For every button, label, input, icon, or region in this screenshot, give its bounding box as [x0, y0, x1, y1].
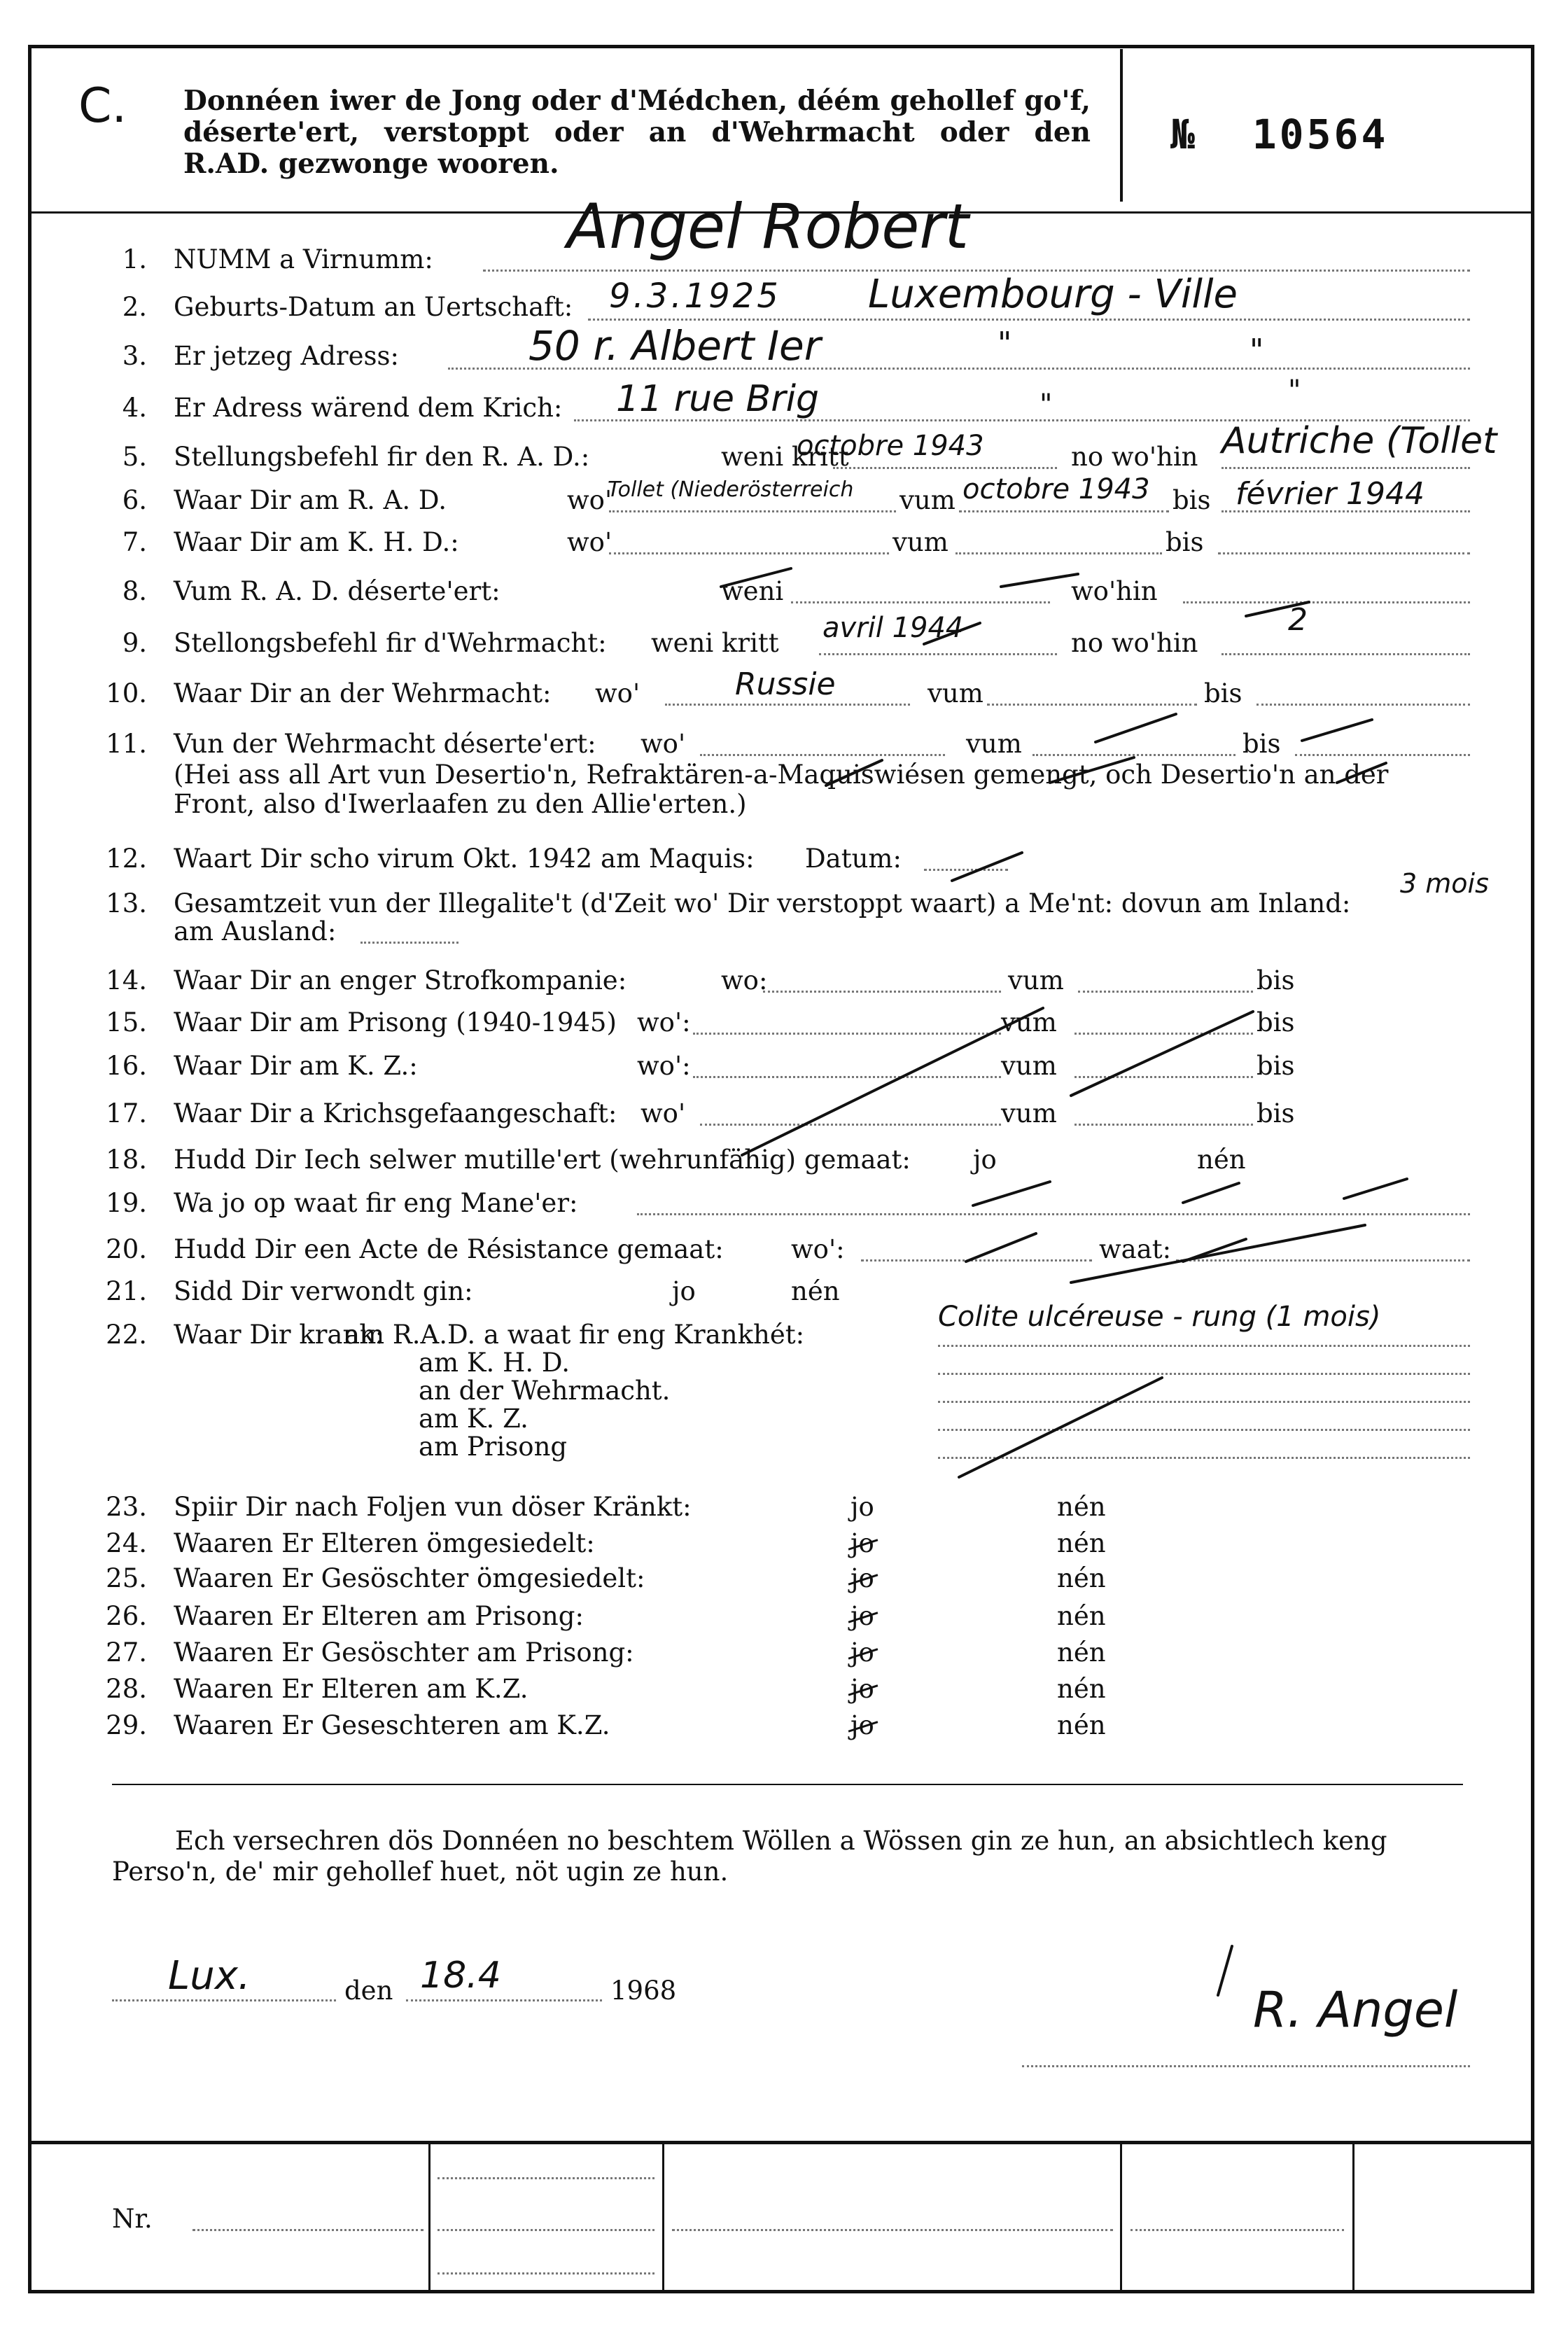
hw-dash — [924, 623, 980, 644]
field-sublabel: wo' — [567, 527, 612, 557]
field-label: Waar Dir am Prisong (1940-1945) — [174, 1007, 617, 1037]
field-sublabel: an der Wehrmacht. — [419, 1376, 671, 1406]
field-sublabel: am K. H. D. — [419, 1348, 570, 1378]
hw-dash — [973, 1182, 1050, 1206]
field-sublabel: weni kritt — [651, 628, 779, 658]
declaration-line-2: Perso'n, de' mir gehollef huet, nöt ugin ze hun. — [112, 1857, 729, 1887]
field-label: Waar Dir krank: — [174, 1320, 384, 1350]
field-sublabel: am R.A.D. a waat fir eng Krankhét: — [344, 1320, 805, 1350]
field-sublabel: bis — [1166, 527, 1204, 557]
hw-wehr-where: Russie — [735, 666, 836, 702]
field-sublabel: no wo'hin — [1071, 628, 1198, 658]
row-number: 20. — [106, 1234, 147, 1264]
field-sublabel: am K. Z. — [419, 1404, 528, 1434]
number-value: 10564 — [1252, 111, 1389, 158]
row-number: 28. — [106, 1674, 147, 1704]
field-label: Geburts-Datum an Uertschaft: — [174, 292, 573, 322]
hw-war-address: 11 rue Brig — [616, 378, 820, 420]
field-label: Hudd Dir Iech selwer mutille'ert (wehrunfähig) gemaat: — [174, 1145, 911, 1175]
hw-dash — [721, 568, 791, 587]
row-number: 11. — [106, 729, 147, 759]
row-number: 21. — [106, 1276, 147, 1306]
option-nen: nén — [1057, 1674, 1106, 1704]
field-sublabel: vum — [927, 678, 983, 708]
hw-rad-where: Tollet (Niederösterreich — [608, 477, 854, 502]
row-number: 6. — [122, 485, 147, 515]
row-number: 18. — [106, 1145, 147, 1175]
field-sublabel: Datum: — [805, 844, 902, 874]
field-label: NUMM a Virnumm: — [174, 244, 433, 274]
field-sublabel: bis — [1256, 1007, 1295, 1037]
row-number: 8. — [122, 576, 147, 606]
row-number: 14. — [106, 965, 147, 995]
field-note: (Hei ass all Art vun Desertio'n, Refraktären-a-Maquiswiésen gemengt, och Desertio'n an der — [174, 760, 1389, 790]
field-label: Waar Dir am R. A. D. — [174, 485, 447, 515]
number-sign: № — [1170, 111, 1198, 158]
field-label: Stellongsbefehl fir d'Wehrmacht: — [174, 628, 607, 658]
hw-ditto: " — [1288, 375, 1301, 407]
section-letter: C. — [78, 78, 127, 134]
row-number: 3. — [122, 341, 147, 371]
field-sublabel: weni kritt — [721, 442, 849, 472]
hw-dash — [742, 1008, 1043, 1155]
struck-option: jo — [850, 1601, 874, 1631]
hw-ditto: " — [997, 326, 1012, 361]
field-label: Spiir Dir nach Foljen vun döser Kränkt: — [174, 1492, 692, 1522]
hw-ditto: " — [1040, 389, 1053, 421]
hw-dash — [959, 1378, 1162, 1477]
field-label: Waar Dir an enger Strofkompanie: — [174, 965, 627, 995]
row-number: 16. — [106, 1051, 147, 1081]
hw-wehr-order-when: avril 1944 — [822, 612, 964, 644]
row-number: 19. — [106, 1188, 147, 1218]
field-label: Waar Dir am K. Z.: — [174, 1051, 418, 1081]
field-sublabel: vum — [1008, 965, 1064, 995]
field-label: am Ausland: — [174, 916, 337, 946]
field-label: Vun der Wehrmacht déserte'ert: — [174, 729, 596, 759]
hw-dash — [1344, 1179, 1407, 1199]
row-number: 7. — [122, 527, 147, 557]
row-number: 5. — [122, 442, 147, 472]
field-sublabel: bis — [1204, 678, 1242, 708]
field-sublabel: wo'hin — [1071, 576, 1158, 606]
hw-dash — [1071, 1012, 1253, 1096]
option-nen: nén — [1057, 1601, 1106, 1631]
hw-wehr-order-where: 2 — [1288, 602, 1308, 638]
section-title: Donnéen iwer de Jong oder d'Médchen, déém gehollef go'f, déserte'ert, verstoppt oder an d'Wehrmacht oder den R.AD. gezwonge wooren. — [183, 85, 1091, 180]
row-number: 4. — [122, 393, 147, 423]
field-sublabel: bis — [1242, 729, 1281, 759]
field-label: Waaren Er Gesöschter ömgesiedelt: — [174, 1563, 645, 1593]
field-sublabel: bis — [1256, 1051, 1295, 1081]
hw-rad-from: octobre 1943 — [962, 473, 1150, 505]
field-label: Waar Dir an der Wehrmacht: — [174, 678, 552, 708]
field-label: Waaren Er Elteren ömgesiedelt: — [174, 1528, 595, 1558]
field-label: Waaren Er Geseschteren am K.Z. — [174, 1710, 610, 1740]
row-number: 15. — [106, 1007, 147, 1037]
hw-dash — [1050, 757, 1134, 783]
hw-inland: 3 mois — [1400, 868, 1489, 899]
struck-option: jo — [850, 1563, 874, 1593]
field-sublabel: vum — [1001, 1007, 1057, 1037]
row-number: 1. — [122, 244, 147, 274]
row-number: 23. — [106, 1492, 147, 1522]
struck-option: jo — [850, 1637, 874, 1668]
field-sublabel: jo — [672, 1276, 696, 1306]
hw-birth-date: 9.3.1925 — [609, 277, 781, 316]
hw-dash — [1001, 574, 1078, 587]
row-number: 25. — [106, 1563, 147, 1593]
field-label: Stellungsbefehl fir den R. A. D.: — [174, 442, 590, 472]
field-sublabel: nén — [791, 1276, 840, 1306]
row-number: 9. — [122, 628, 147, 658]
field-sublabel: vum — [1001, 1051, 1057, 1081]
hw-rad-order-when: octobre 1943 — [797, 430, 984, 462]
field-label: Gesamtzeit vun der Illegalite't (d'Zeit wo' Dir verstoppt waart) a Me'nt: dovun am Inland: — [174, 888, 1351, 918]
hw-name: Angel Robert — [567, 190, 969, 263]
field-sublabel: wo': — [791, 1234, 845, 1264]
field-label: Er jetzeg Adress: — [174, 341, 399, 371]
field-label: Waaren Er Gesöschter am Prisong: — [174, 1637, 634, 1668]
hw-place: Lux. — [168, 1953, 251, 1999]
hw-dash — [1071, 1225, 1365, 1283]
hw-signature: R. Angel — [1253, 1981, 1458, 2039]
field-sublabel: waat: — [1099, 1234, 1172, 1264]
hw-ditto: " — [1250, 333, 1264, 368]
field-sublabel: am Prisong — [419, 1432, 568, 1462]
hw-dash — [966, 1234, 1036, 1262]
field-sublabel: bis — [1256, 965, 1295, 995]
hw-dash — [1337, 763, 1386, 783]
field-sublabel: jo — [973, 1145, 997, 1175]
row-number: 10. — [106, 678, 147, 708]
row-number: 26. — [106, 1601, 147, 1631]
field-sublabel: wo': — [637, 1007, 691, 1037]
field-sublabel: vum — [899, 485, 955, 515]
row-number: 24. — [106, 1528, 147, 1558]
row-number: 29. — [106, 1710, 147, 1740]
field-sublabel: no wo'hin — [1071, 442, 1198, 472]
field-label: Waaren Er Elteren am Prisong: — [174, 1601, 584, 1631]
field-label: Waaren Er Elteren am K.Z. — [174, 1674, 528, 1704]
den-label: den — [344, 1976, 393, 2006]
row-number: 13. — [106, 888, 147, 918]
row-number: 27. — [106, 1637, 147, 1668]
hw-dash — [1246, 602, 1309, 616]
row-number: 12. — [106, 844, 147, 874]
field-label: Waar Dir am K. H. D.: — [174, 527, 459, 557]
option-nen: nén — [1057, 1528, 1106, 1558]
field-sublabel: vum — [1001, 1098, 1057, 1128]
field-sublabel: vum — [892, 527, 948, 557]
nr-label: Nr. — [112, 2204, 153, 2234]
struck-option: jo — [850, 1528, 874, 1558]
hw-dash — [1218, 1946, 1232, 1995]
row-number: 2. — [122, 292, 147, 322]
field-label: Er Adress wärend dem Krich: — [174, 393, 563, 423]
row-number: 17. — [106, 1098, 147, 1128]
row-number: 22. — [106, 1320, 147, 1350]
hw-dash — [1183, 1183, 1239, 1203]
hw-dash — [1302, 720, 1372, 741]
option-jo: jo — [850, 1492, 874, 1522]
field-note: Front, also d'Iwerlaafen zu den Allie'erten.) — [174, 789, 747, 819]
field-label: Hudd Dir een Acte de Résistance gemaat: — [174, 1234, 724, 1264]
field-sublabel: wo' — [640, 1098, 686, 1128]
year-label: 1968 — [610, 1976, 677, 2006]
hw-sick-rad: Colite ulcéreuse - rung (1 mois) — [938, 1301, 1381, 1333]
field-sublabel: bis — [1172, 485, 1211, 515]
hw-dash — [1096, 714, 1176, 742]
hw-rad-to: février 1944 — [1236, 476, 1425, 512]
field-sublabel: wo' — [595, 678, 640, 708]
hw-rad-order-where: Autriche (Tollet — [1222, 420, 1497, 462]
struck-option: jo — [850, 1710, 874, 1740]
option-nen: nén — [1057, 1637, 1106, 1668]
option-nen: nén — [1057, 1563, 1106, 1593]
field-label: Vum R. A. D. déserte'ert: — [174, 576, 500, 606]
hw-date: 18.4 — [420, 1955, 501, 1997]
struck-option: jo — [850, 1674, 874, 1704]
field-sublabel: wo: — [721, 965, 768, 995]
field-label: Waar Dir a Krichsgefaangeschaft: — [174, 1098, 617, 1128]
field-sublabel: vum — [966, 729, 1022, 759]
field-sublabel: wo': — [637, 1051, 691, 1081]
hw-birth-place: Luxembourg - Ville — [868, 272, 1238, 317]
option-nen: nén — [1057, 1710, 1106, 1740]
field-label: Waart Dir scho virum Okt. 1942 am Maquis: — [174, 844, 755, 874]
field-label: Sidd Dir verwondt gin: — [174, 1276, 473, 1306]
option-nen: nén — [1057, 1492, 1106, 1522]
declaration-line-1: Ech versechren dös Donnéen no beschtem Wöllen a Wössen gin ze hun, an absichtlech keng — [175, 1826, 1387, 1856]
hw-dash — [952, 853, 1022, 881]
field-label: Wa jo op waat fir eng Mane'er: — [174, 1188, 578, 1218]
field-sublabel: wo' — [567, 485, 612, 515]
field-sublabel: weni — [721, 576, 784, 606]
field-sublabel: nén — [1197, 1145, 1246, 1175]
field-sublabel: bis — [1256, 1098, 1295, 1128]
field-sublabel: wo' — [640, 729, 686, 759]
hw-current-address: 50 r. Albert Ier — [528, 322, 821, 370]
hw-dash — [826, 760, 882, 785]
